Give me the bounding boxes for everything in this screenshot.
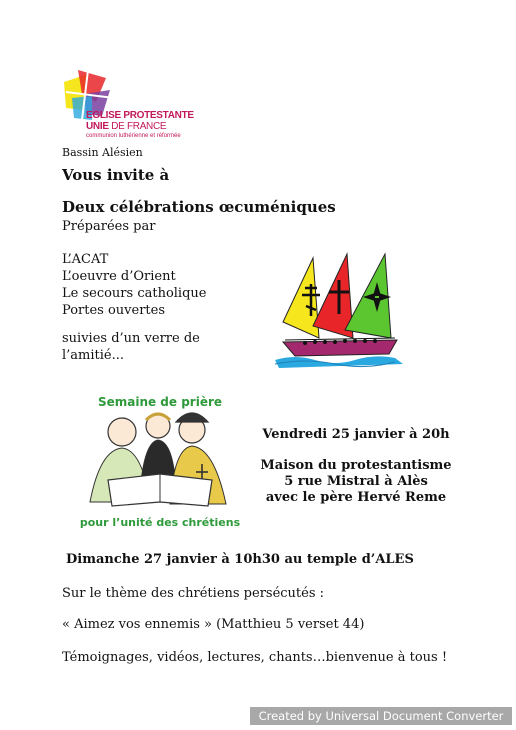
event1-address: 5 rue Mistral à Alès [284, 474, 428, 489]
prayer-week-illustration [80, 392, 240, 532]
organization-item: L’oeuvre d’Orient [62, 269, 176, 284]
banner-bottom-text: pour l’unité des chrétiens [80, 516, 240, 529]
page-title: Deux célébrations œcuméniques [62, 198, 336, 216]
event2-date: Dimanche 27 janvier à 10h30 au temple d’ALES [66, 552, 414, 567]
event1-host: avec le père Hervé Reme [265, 490, 447, 505]
organization-item: L’ACAT [62, 252, 109, 267]
followed-line: suivies d’un verre de [62, 331, 200, 346]
logo-text-line3: communion luthérienne et réformée [86, 133, 181, 139]
subtitle: Bassin Alésien [62, 146, 143, 159]
invite-heading: Vous invite à [62, 166, 170, 184]
organization-item: Le secours catholique [62, 286, 207, 301]
logo-text-line2: UNIE DE FRANCE [86, 121, 167, 132]
closing-line: Témoignages, vidéos, lectures, chants…bienvenue à tous ! [62, 650, 448, 665]
prepared-by: Préparées par [62, 219, 156, 234]
event1-place: Maison du protestantisme [260, 458, 452, 473]
sailboat-illustration [275, 250, 410, 375]
event1-date: Vendredi 25 janvier à 20h [262, 427, 450, 442]
theme-line: Sur le thème des chrétiens persécutés : [62, 586, 325, 601]
organization-item: Portes ouvertes [62, 303, 166, 318]
followed-line: l’amitié... [62, 348, 124, 363]
watermark-banner: Created by Universal Document Converter [250, 707, 512, 725]
banner-top-text: Semaine de prière [97, 395, 223, 409]
quote-line: « Aimez vos ennemis » (Matthieu 5 verset 44) [62, 617, 365, 632]
logo-text-line1: EGLISE PROTESTANTE [86, 110, 194, 121]
